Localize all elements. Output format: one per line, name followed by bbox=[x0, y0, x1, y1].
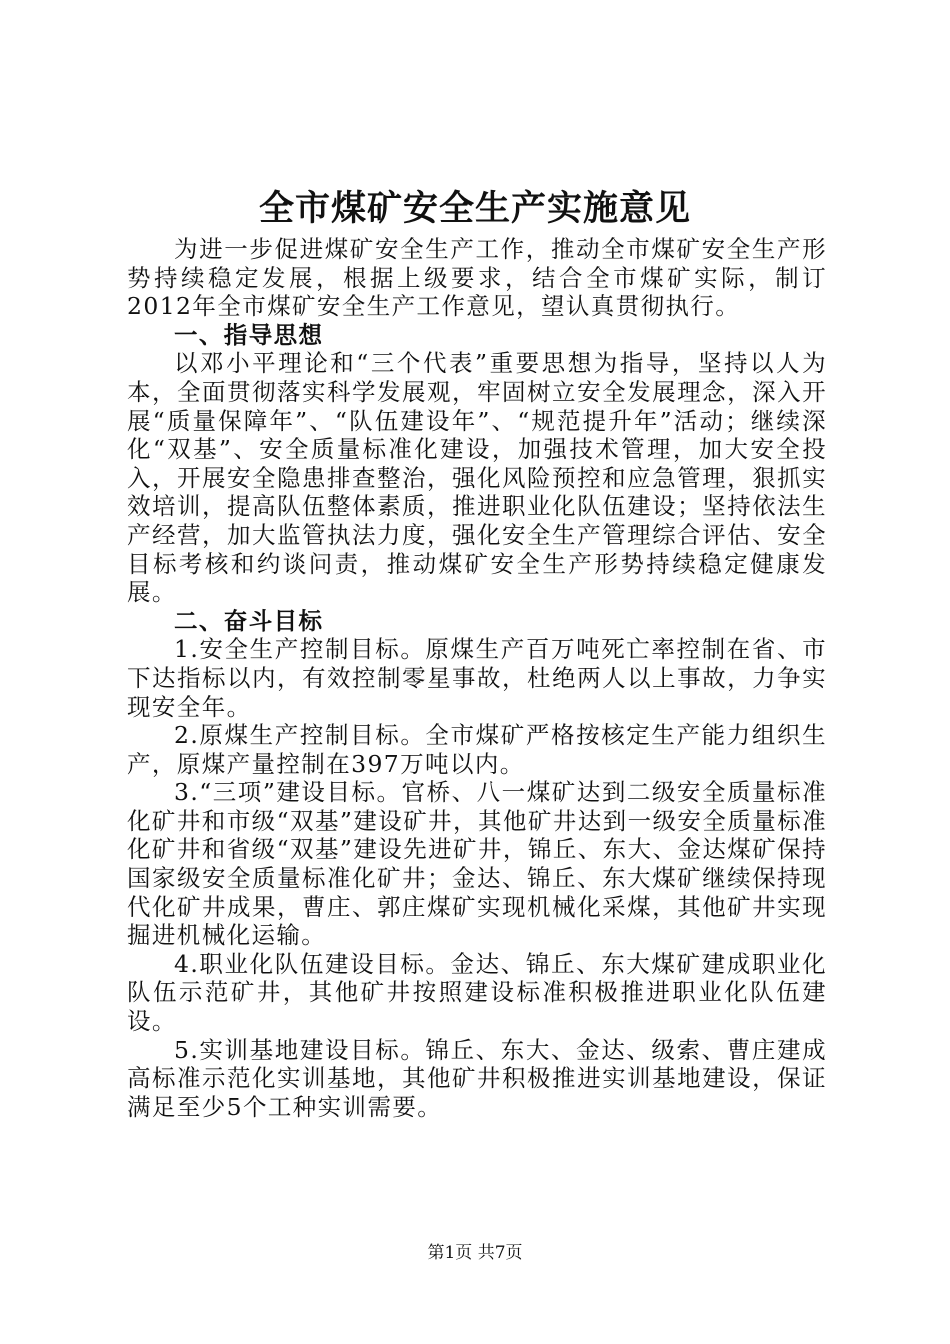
section-heading-goals: 二、奋斗目标 bbox=[174, 606, 324, 635]
paragraph-intro: 为进一步促进煤矿安全生产工作，推动全市煤矿安全生产形势持续稳定发展，根据上级要求，结合全市煤矿实际，制订2012年全市煤矿安全生产工作意见，望认真贯彻执行。 bbox=[127, 235, 827, 321]
paragraph-goal-4: 4.职业化队伍建设目标。金达、锦丘、东大煤矿建成职业化队伍示范矿井，其他矿井按照建设标准积极推进职业化队伍建设。 bbox=[127, 949, 827, 1036]
document-title: 全市煤矿安全生产实施意见 bbox=[258, 188, 691, 229]
paragraph-goal-3: 3.“三项”建设目标。官桥、八一煤矿达到二级安全质量标准化矿井和市级“双基”建设矿井，其他矿井达到一级安全质量标准化矿井和省级“双基”建设先进矿井，锦丘、东大、金达煤矿保持国家级安全质量标准化矿井；金达、锦丘、东大煤矿继续保持现代化矿井成果，曹庄、郭庄煤矿实现机械化采煤，其他矿井实现掘进机械化运输。 bbox=[127, 778, 827, 950]
paragraph-goal-1: 1.安全生产控制目标。原煤生产百万吨死亡率控制在省、市下达指标以内，有效控制零星事故，杜绝两人以上事故，力争实现安全年。 bbox=[127, 635, 827, 721]
paragraph-goal-2: 2.原煤生产控制目标。全市煤矿严格按核定生产能力组织生产，原煤产量控制在397万吨以内。 bbox=[127, 721, 827, 778]
paragraph-guiding-ideology: 以邓小平理论和“三个代表”重要思想为指导，坚持以人为本，全面贯彻落实科学发展观，牢固树立安全发展理念，深入开展“质量保障年”、“队伍建设年”、“规范提升年”活动；继续深化“双基”、安全质量标准化建设，加强技术管理，加大安全投入，开展安全隐患排查整治，强化风险预控和应急管理，狠抓实效培训，提高队伍整体素质，推进职业化队伍建设；坚持依法生产经营，加大监管执法力度，强化安全生产管理综合评估、安全目标考核和约谈问责，推动煤矿安全生产形势持续稳定健康发展。 bbox=[127, 349, 827, 607]
page-number-footer: 第1页 共7页 bbox=[427, 1243, 523, 1263]
document-body bbox=[127, 235, 827, 1121]
section-heading-guiding-ideology: 一、指导思想 bbox=[174, 320, 324, 349]
paragraph-goal-5: 5.实训基地建设目标。锦丘、东大、金达、级索、曹庄建成高标准示范化实训基地，其他矿井积极推进实训基地建设，保证满足至少5个工种实训需要。 bbox=[127, 1035, 827, 1121]
